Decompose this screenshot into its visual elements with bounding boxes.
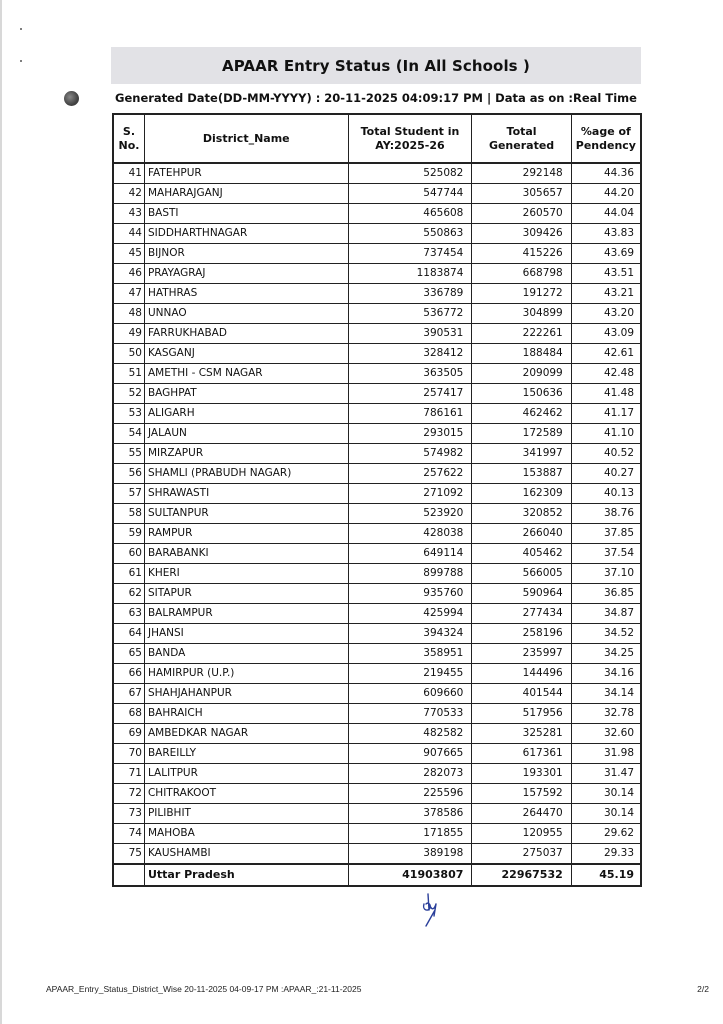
row-total-generated: 191272 bbox=[472, 284, 571, 304]
total-row bbox=[113, 864, 641, 886]
table-row bbox=[113, 544, 641, 564]
row-district-name: PRAYAGRAJ bbox=[144, 264, 348, 284]
table-row bbox=[113, 204, 641, 224]
scan-speck bbox=[20, 28, 22, 30]
row-pendency: 34.52 bbox=[571, 624, 641, 644]
row-sno: 75 bbox=[113, 844, 144, 865]
table-row bbox=[113, 844, 641, 865]
row-total-generated: 260570 bbox=[472, 204, 571, 224]
table-row bbox=[113, 684, 641, 704]
row-pendency: 42.61 bbox=[571, 344, 641, 364]
row-total-generated: 590964 bbox=[472, 584, 571, 604]
row-sno: 55 bbox=[113, 444, 144, 464]
row-total-generated: 401544 bbox=[472, 684, 571, 704]
row-sno: 59 bbox=[113, 524, 144, 544]
scan-speck bbox=[20, 60, 22, 62]
table-row bbox=[113, 824, 641, 844]
row-district-name: BASTI bbox=[144, 204, 348, 224]
row-total-students: 389198 bbox=[348, 844, 472, 865]
row-district-name: SHRAWASTI bbox=[144, 484, 348, 504]
row-district-name: KASGANJ bbox=[144, 344, 348, 364]
row-district-name: HAMIRPUR (U.P.) bbox=[144, 664, 348, 684]
row-pendency: 41.10 bbox=[571, 424, 641, 444]
row-total-generated: 617361 bbox=[472, 744, 571, 764]
row-pendency: 30.14 bbox=[571, 804, 641, 824]
row-district-name: LALITPUR bbox=[144, 764, 348, 784]
row-total-students: 786161 bbox=[348, 404, 472, 424]
table-row bbox=[113, 284, 641, 304]
row-district-name: RAMPUR bbox=[144, 524, 348, 544]
row-district-name: SHAHJAHANPUR bbox=[144, 684, 348, 704]
table-row bbox=[113, 163, 641, 184]
row-district-name: SULTANPUR bbox=[144, 504, 348, 524]
row-total-students: 523920 bbox=[348, 504, 472, 524]
row-pendency: 34.14 bbox=[571, 684, 641, 704]
table-header-row bbox=[113, 114, 641, 163]
signature-mark bbox=[418, 890, 448, 930]
row-district-name: MAHARAJGANJ bbox=[144, 184, 348, 204]
row-total-students: 465608 bbox=[348, 204, 472, 224]
row-sno: 61 bbox=[113, 564, 144, 584]
row-total-generated: 668798 bbox=[472, 264, 571, 284]
table-row bbox=[113, 404, 641, 424]
row-pendency: 29.33 bbox=[571, 844, 641, 865]
table-row bbox=[113, 504, 641, 524]
table-row bbox=[113, 384, 641, 404]
row-pendency: 30.14 bbox=[571, 784, 641, 804]
row-district-name: JALAUN bbox=[144, 424, 348, 444]
row-sno: 51 bbox=[113, 364, 144, 384]
row-pendency: 31.98 bbox=[571, 744, 641, 764]
row-sno: 50 bbox=[113, 344, 144, 364]
table-row bbox=[113, 624, 641, 644]
row-district-name: SHAMLI (PRABUDH NAGAR) bbox=[144, 464, 348, 484]
row-total-generated: 320852 bbox=[472, 504, 571, 524]
total-state-name: Uttar Pradesh bbox=[144, 864, 348, 886]
row-district-name: MAHOBA bbox=[144, 824, 348, 844]
row-pendency: 41.17 bbox=[571, 404, 641, 424]
table-row bbox=[113, 324, 641, 344]
table-row bbox=[113, 264, 641, 284]
row-sno: 62 bbox=[113, 584, 144, 604]
row-total-generated: 277434 bbox=[472, 604, 571, 624]
header-sno: S. No. bbox=[113, 114, 144, 163]
row-total-generated: 462462 bbox=[472, 404, 571, 424]
table-row bbox=[113, 464, 641, 484]
row-total-generated: 150636 bbox=[472, 384, 571, 404]
row-district-name: BARABANKI bbox=[144, 544, 348, 564]
table-row bbox=[113, 244, 641, 264]
row-total-students: 547744 bbox=[348, 184, 472, 204]
row-total-generated: 309426 bbox=[472, 224, 571, 244]
row-district-name: BAHRAICH bbox=[144, 704, 348, 724]
row-sno: 66 bbox=[113, 664, 144, 684]
header-pendency: %age of Pendency bbox=[571, 114, 641, 163]
row-pendency: 43.21 bbox=[571, 284, 641, 304]
row-pendency: 43.69 bbox=[571, 244, 641, 264]
table-row bbox=[113, 184, 641, 204]
row-total-generated: 193301 bbox=[472, 764, 571, 784]
row-sno: 64 bbox=[113, 624, 144, 644]
row-pendency: 40.27 bbox=[571, 464, 641, 484]
row-district-name: JHANSI bbox=[144, 624, 348, 644]
row-total-generated: 235997 bbox=[472, 644, 571, 664]
table-body bbox=[113, 163, 641, 864]
total-sno bbox=[113, 864, 144, 886]
row-total-generated: 325281 bbox=[472, 724, 571, 744]
table-row bbox=[113, 224, 641, 244]
row-total-students: 770533 bbox=[348, 704, 472, 724]
row-total-students: 257417 bbox=[348, 384, 472, 404]
table-row bbox=[113, 584, 641, 604]
row-pendency: 34.87 bbox=[571, 604, 641, 624]
row-pendency: 43.83 bbox=[571, 224, 641, 244]
row-total-generated: 264470 bbox=[472, 804, 571, 824]
row-sno: 71 bbox=[113, 764, 144, 784]
row-sno: 70 bbox=[113, 744, 144, 764]
row-sno: 44 bbox=[113, 224, 144, 244]
row-total-students: 378586 bbox=[348, 804, 472, 824]
table-row bbox=[113, 524, 641, 544]
row-total-students: 394324 bbox=[348, 624, 472, 644]
punch-hole-mark bbox=[64, 91, 79, 106]
row-total-generated: 222261 bbox=[472, 324, 571, 344]
row-pendency: 31.47 bbox=[571, 764, 641, 784]
row-sno: 42 bbox=[113, 184, 144, 204]
row-sno: 60 bbox=[113, 544, 144, 564]
row-sno: 45 bbox=[113, 244, 144, 264]
table-row bbox=[113, 664, 641, 684]
row-total-generated: 517956 bbox=[472, 704, 571, 724]
row-district-name: ALIGARH bbox=[144, 404, 348, 424]
row-total-students: 1183874 bbox=[348, 264, 472, 284]
row-pendency: 44.36 bbox=[571, 163, 641, 184]
row-sno: 47 bbox=[113, 284, 144, 304]
row-pendency: 38.76 bbox=[571, 504, 641, 524]
row-district-name: PILIBHIT bbox=[144, 804, 348, 824]
row-total-students: 171855 bbox=[348, 824, 472, 844]
row-district-name: FATEHPUR bbox=[144, 163, 348, 184]
header-total-students: Total Student in AY:2025-26 bbox=[348, 114, 472, 163]
total-pendency: 45.19 bbox=[571, 864, 641, 886]
row-total-generated: 275037 bbox=[472, 844, 571, 865]
row-total-generated: 157592 bbox=[472, 784, 571, 804]
table-row bbox=[113, 424, 641, 444]
row-pendency: 43.51 bbox=[571, 264, 641, 284]
row-total-generated: 341997 bbox=[472, 444, 571, 464]
row-district-name: BIJNOR bbox=[144, 244, 348, 264]
row-total-students: 649114 bbox=[348, 544, 472, 564]
row-total-generated: 258196 bbox=[472, 624, 571, 644]
row-district-name: MIRZAPUR bbox=[144, 444, 348, 464]
row-sno: 53 bbox=[113, 404, 144, 424]
row-sno: 74 bbox=[113, 824, 144, 844]
total-generated-sum: 22967532 bbox=[472, 864, 571, 886]
row-sno: 65 bbox=[113, 644, 144, 664]
row-pendency: 37.85 bbox=[571, 524, 641, 544]
row-total-students: 525082 bbox=[348, 163, 472, 184]
row-sno: 41 bbox=[113, 163, 144, 184]
row-total-students: 271092 bbox=[348, 484, 472, 504]
row-sno: 67 bbox=[113, 684, 144, 704]
row-total-generated: 209099 bbox=[472, 364, 571, 384]
row-district-name: CHITRAKOOT bbox=[144, 784, 348, 804]
row-total-students: 328412 bbox=[348, 344, 472, 364]
table-row bbox=[113, 484, 641, 504]
title-band bbox=[111, 47, 641, 84]
row-total-generated: 162309 bbox=[472, 484, 571, 504]
table-row bbox=[113, 604, 641, 624]
row-total-students: 574982 bbox=[348, 444, 472, 464]
row-total-generated: 188484 bbox=[472, 344, 571, 364]
table-row bbox=[113, 704, 641, 724]
page-edge bbox=[0, 0, 2, 1024]
table-row bbox=[113, 344, 641, 364]
row-total-students: 482582 bbox=[348, 724, 472, 744]
row-total-students: 935760 bbox=[348, 584, 472, 604]
document-title: APAAR Entry Status (In All Schools ) bbox=[222, 56, 530, 75]
district-status-table bbox=[112, 113, 642, 887]
row-district-name: AMBEDKAR NAGAR bbox=[144, 724, 348, 744]
row-sno: 54 bbox=[113, 424, 144, 444]
total-students-sum: 41903807 bbox=[348, 864, 472, 886]
row-sno: 43 bbox=[113, 204, 144, 224]
table-row bbox=[113, 784, 641, 804]
row-total-students: 737454 bbox=[348, 244, 472, 264]
row-district-name: SITAPUR bbox=[144, 584, 348, 604]
row-total-generated: 566005 bbox=[472, 564, 571, 584]
row-sno: 52 bbox=[113, 384, 144, 404]
row-pendency: 44.04 bbox=[571, 204, 641, 224]
row-district-name: BAREILLY bbox=[144, 744, 348, 764]
row-district-name: BAGHPAT bbox=[144, 384, 348, 404]
page-number: 2/2 bbox=[697, 984, 709, 994]
row-total-generated: 266040 bbox=[472, 524, 571, 544]
row-total-generated: 292148 bbox=[472, 163, 571, 184]
row-sno: 68 bbox=[113, 704, 144, 724]
row-total-students: 550863 bbox=[348, 224, 472, 244]
row-pendency: 41.48 bbox=[571, 384, 641, 404]
row-total-generated: 153887 bbox=[472, 464, 571, 484]
row-district-name: HATHRAS bbox=[144, 284, 348, 304]
row-district-name: BANDA bbox=[144, 644, 348, 664]
row-total-students: 358951 bbox=[348, 644, 472, 664]
row-sno: 49 bbox=[113, 324, 144, 344]
row-total-generated: 405462 bbox=[472, 544, 571, 564]
row-total-students: 363505 bbox=[348, 364, 472, 384]
row-sno: 57 bbox=[113, 484, 144, 504]
row-pendency: 43.20 bbox=[571, 304, 641, 324]
row-total-students: 907665 bbox=[348, 744, 472, 764]
row-total-generated: 415226 bbox=[472, 244, 571, 264]
row-pendency: 32.60 bbox=[571, 724, 641, 744]
row-total-generated: 304899 bbox=[472, 304, 571, 324]
row-sno: 73 bbox=[113, 804, 144, 824]
row-total-generated: 144496 bbox=[472, 664, 571, 684]
row-pendency: 29.62 bbox=[571, 824, 641, 844]
header-total-generated: Total Generated bbox=[472, 114, 571, 163]
table-row bbox=[113, 724, 641, 744]
row-total-generated: 120955 bbox=[472, 824, 571, 844]
row-sno: 72 bbox=[113, 784, 144, 804]
row-district-name: BALRAMPUR bbox=[144, 604, 348, 624]
row-pendency: 40.13 bbox=[571, 484, 641, 504]
table-row bbox=[113, 444, 641, 464]
row-total-students: 390531 bbox=[348, 324, 472, 344]
row-district-name: UNNAO bbox=[144, 304, 348, 324]
row-total-students: 257622 bbox=[348, 464, 472, 484]
row-sno: 63 bbox=[113, 604, 144, 624]
row-total-students: 336789 bbox=[348, 284, 472, 304]
row-sno: 58 bbox=[113, 504, 144, 524]
row-district-name: SIDDHARTHNAGAR bbox=[144, 224, 348, 244]
table-row bbox=[113, 644, 641, 664]
row-total-generated: 305657 bbox=[472, 184, 571, 204]
table-row bbox=[113, 764, 641, 784]
row-pendency: 36.85 bbox=[571, 584, 641, 604]
row-district-name: KAUSHAMBI bbox=[144, 844, 348, 865]
row-pendency: 42.48 bbox=[571, 364, 641, 384]
row-total-students: 609660 bbox=[348, 684, 472, 704]
table-row bbox=[113, 804, 641, 824]
row-district-name: AMETHI - CSM NAGAR bbox=[144, 364, 348, 384]
row-total-students: 899788 bbox=[348, 564, 472, 584]
row-pendency: 34.16 bbox=[571, 664, 641, 684]
row-total-students: 219455 bbox=[348, 664, 472, 684]
row-total-students: 428038 bbox=[348, 524, 472, 544]
row-pendency: 32.78 bbox=[571, 704, 641, 724]
row-sno: 46 bbox=[113, 264, 144, 284]
row-pendency: 37.54 bbox=[571, 544, 641, 564]
table-row bbox=[113, 304, 641, 324]
header-district: District_Name bbox=[144, 114, 348, 163]
table-row bbox=[113, 564, 641, 584]
row-pendency: 44.20 bbox=[571, 184, 641, 204]
row-pendency: 37.10 bbox=[571, 564, 641, 584]
row-pendency: 43.09 bbox=[571, 324, 641, 344]
row-sno: 56 bbox=[113, 464, 144, 484]
generated-date-line: Generated Date(DD-MM-YYYY) : 20-11-2025 04:09:17 PM | Data as on :Real Time bbox=[115, 91, 637, 105]
table-row bbox=[113, 744, 641, 764]
row-total-students: 536772 bbox=[348, 304, 472, 324]
row-pendency: 34.25 bbox=[571, 644, 641, 664]
row-district-name: FARRUKHABAD bbox=[144, 324, 348, 344]
row-pendency: 40.52 bbox=[571, 444, 641, 464]
table-row bbox=[113, 364, 641, 384]
row-total-students: 293015 bbox=[348, 424, 472, 444]
row-sno: 69 bbox=[113, 724, 144, 744]
row-district-name: KHERI bbox=[144, 564, 348, 584]
row-sno: 48 bbox=[113, 304, 144, 324]
footer-filename: APAAR_Entry_Status_District_Wise 20-11-2025 04-09-17 PM :APAAR_:21-11-2025 bbox=[46, 984, 362, 994]
row-total-students: 282073 bbox=[348, 764, 472, 784]
row-total-students: 225596 bbox=[348, 784, 472, 804]
row-total-generated: 172589 bbox=[472, 424, 571, 444]
row-total-students: 425994 bbox=[348, 604, 472, 624]
